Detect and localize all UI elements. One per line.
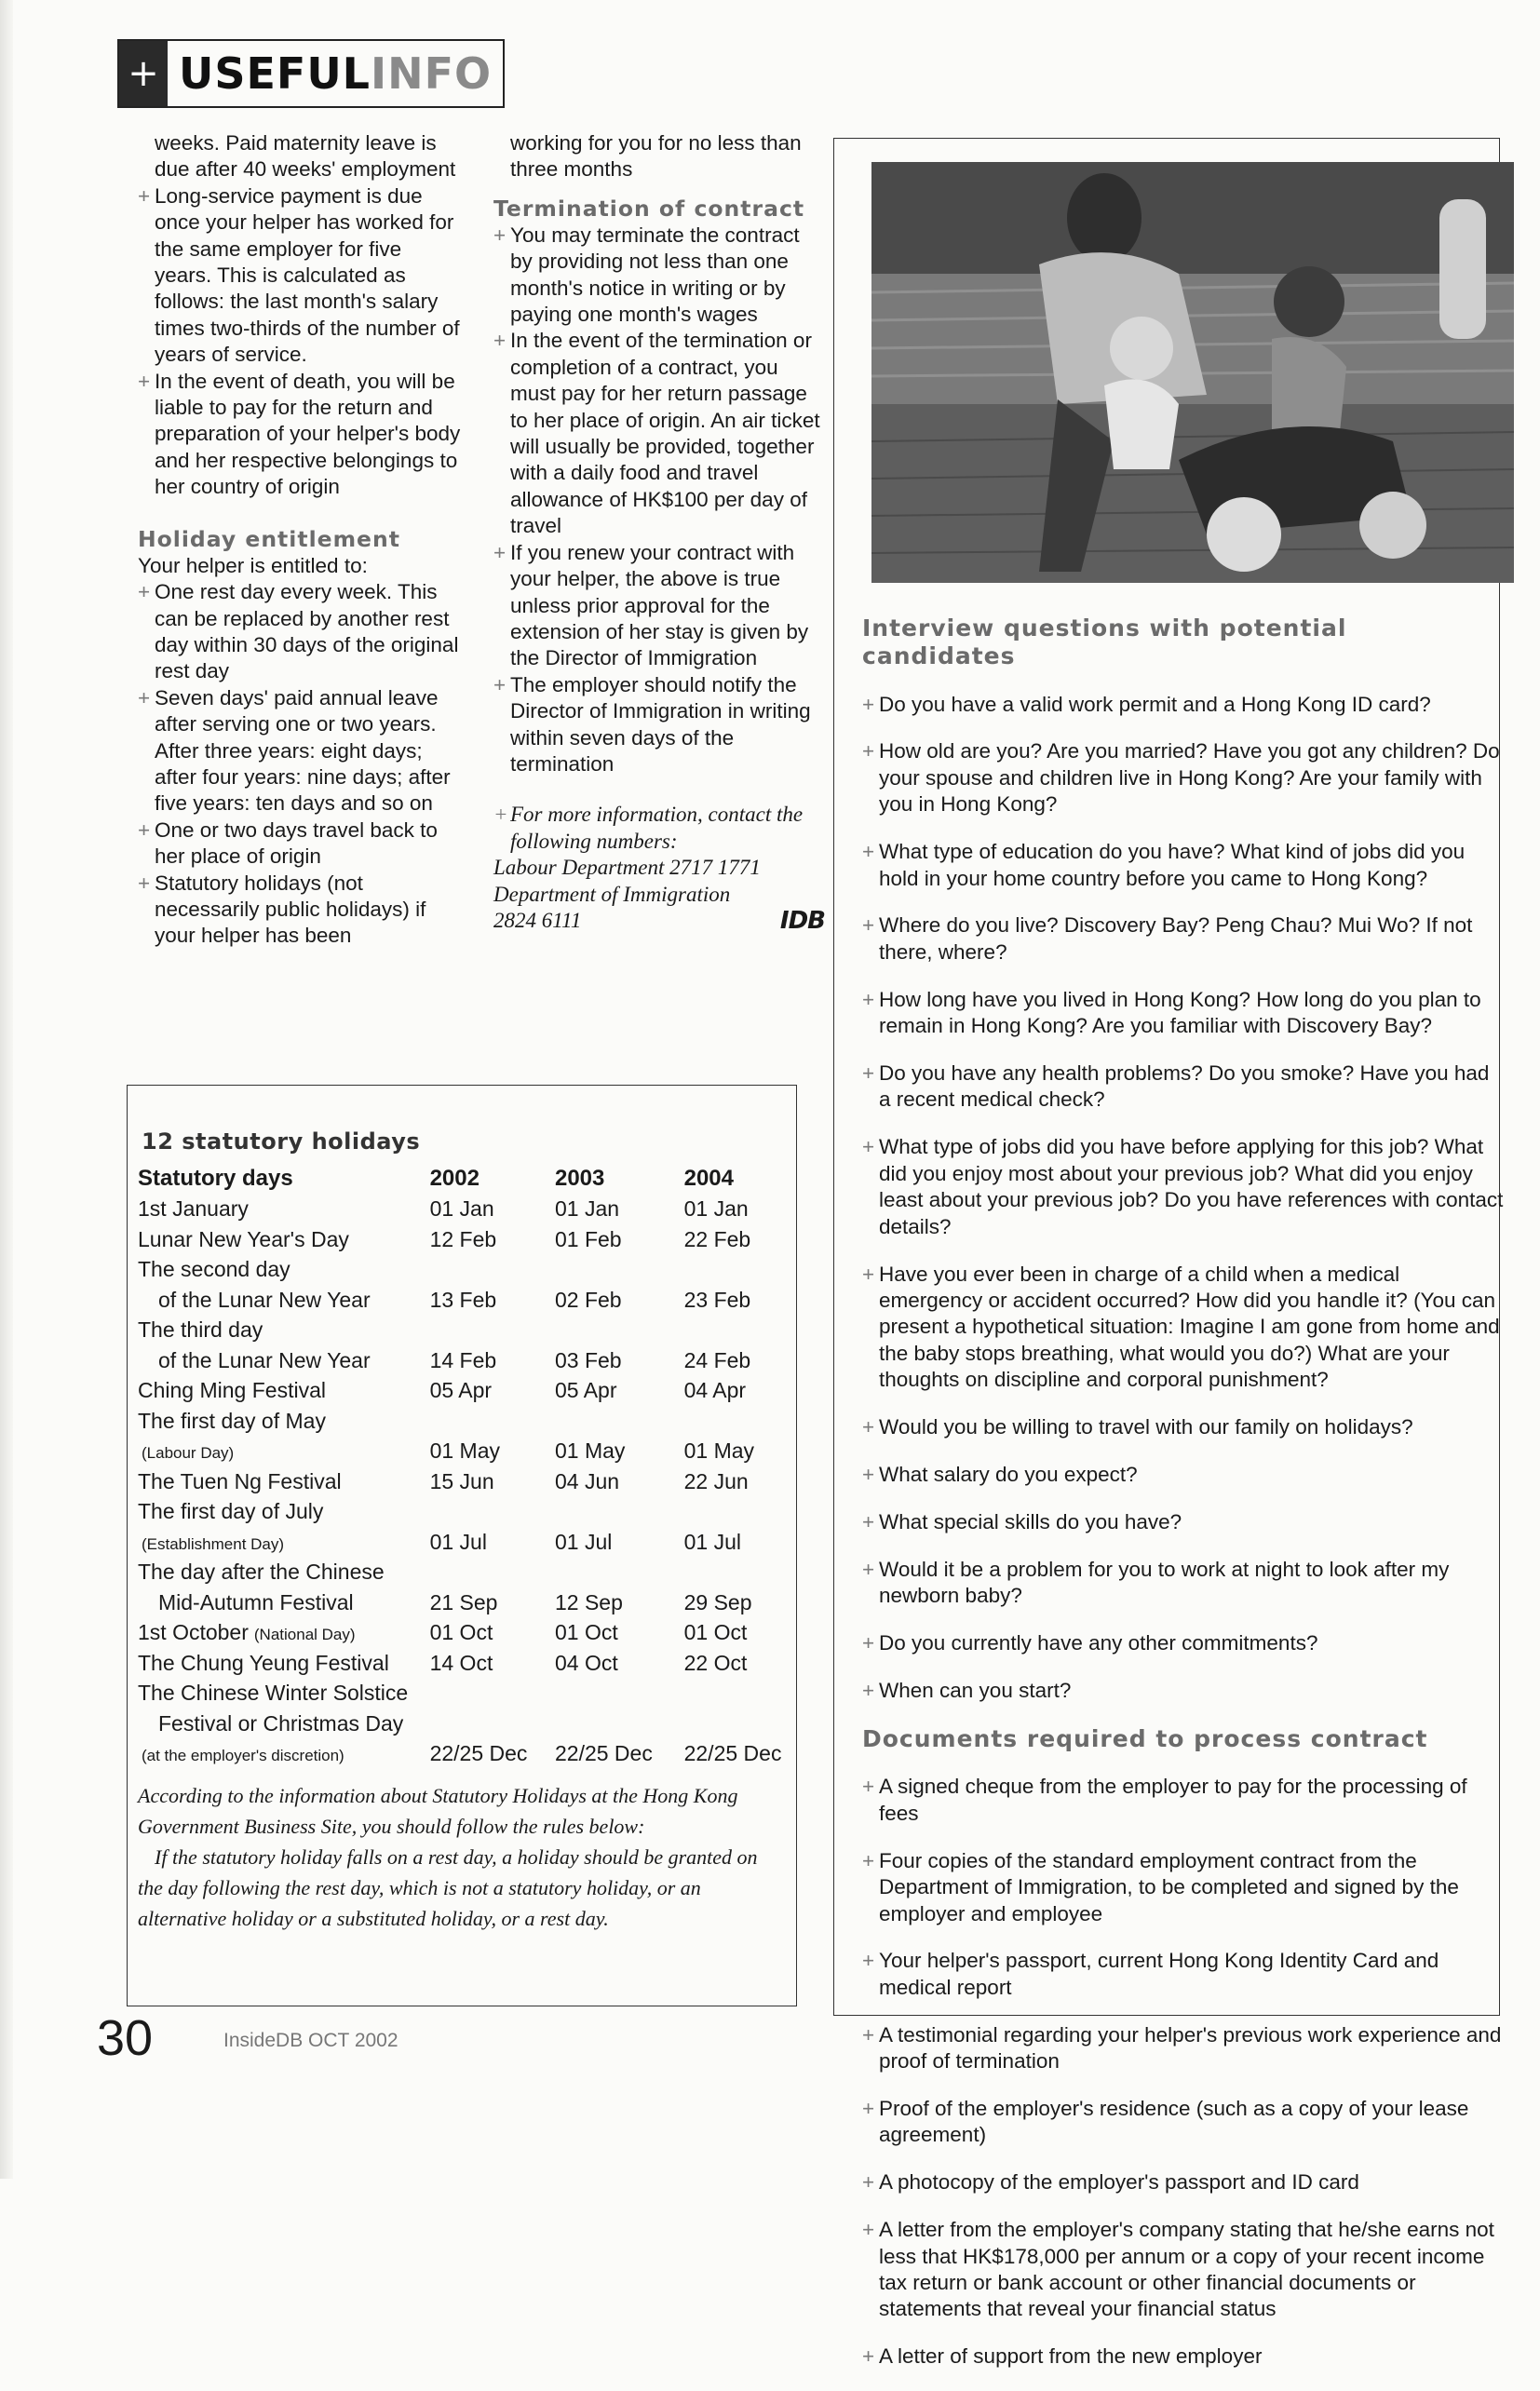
holiday-bullet: + One rest day every week. This can be replaced by another rest day within 30 days of the original rest day xyxy=(138,579,462,685)
table-row xyxy=(138,1285,790,1316)
table-row xyxy=(138,1255,790,1286)
holiday-date-cell: 01 Oct xyxy=(429,1620,493,1645)
termination-bullet: + The employer should notify the Director of Immigration in writing within seven days of the termination xyxy=(493,672,825,778)
table-row xyxy=(138,1437,790,1467)
holiday-name: The first day of July xyxy=(138,1499,324,1524)
holiday-date-cell xyxy=(555,1709,684,1739)
holiday-date-cell: 04 Jun xyxy=(554,1468,620,1493)
interview-question: + What type of education do you have? What kind of jobs did you hold in your home country before you came to Hong Kong? xyxy=(862,839,1505,892)
holiday-date-cell: 14 Oct xyxy=(429,1650,493,1675)
interview-question: + When can you start? xyxy=(862,1678,1505,1704)
holiday-name: Festival or Christmas Day xyxy=(158,1710,404,1736)
document-item: + A letter from the employer's company stating that he/she earns not less that HK$178,000 per annum or a copy of your recent income tax return or bank account or other financial documents or statements that reveal your financial status xyxy=(862,2217,1505,2323)
header-cell: 2002 xyxy=(429,1166,480,1192)
table-row xyxy=(138,1679,790,1709)
header-cell: Statutory days xyxy=(138,1166,293,1192)
holiday-date-cell: 14 Feb xyxy=(429,1347,497,1372)
holiday-date-cell: 12 Sep xyxy=(554,1589,623,1614)
holiday-name: The Chinese Winter Solstice xyxy=(138,1681,409,1706)
holiday-date-cell xyxy=(684,1316,790,1346)
holiday-name: Ching Ming Festival xyxy=(138,1378,326,1403)
holiday-name: The first day of May xyxy=(138,1408,326,1433)
holiday-date-cell: 01 Oct xyxy=(554,1620,618,1645)
holiday-name-cell xyxy=(138,1558,430,1588)
holiday-date-cell: 22/25 Dec xyxy=(554,1741,653,1766)
table-row xyxy=(138,1466,790,1497)
holiday-name-cell xyxy=(138,1437,430,1467)
document-item: + A letter of support from the new employer xyxy=(862,2344,1505,2370)
holiday-name-cell xyxy=(138,1345,430,1376)
holiday-name: of the Lunar New Year xyxy=(158,1287,371,1312)
holiday-date-cell: 22 Jun xyxy=(683,1468,749,1493)
holiday-date-cell: 21 Sep xyxy=(429,1589,498,1614)
holidays-note: According to the information about Statutory Holidays at the Hong Kong Government Business Site, you should follow the rules below: xyxy=(138,1784,738,1838)
contact-line xyxy=(493,908,825,934)
contact-line: + For more information, contact the following numbers: xyxy=(493,802,825,855)
holidays-table xyxy=(138,1164,790,1769)
table-row xyxy=(138,1195,790,1225)
holiday-bullet: + Seven days' paid annual leave after serving one or two years. After three years: eight days; after four years: nine days; after five years: ten days and so on xyxy=(138,685,462,817)
termination-bullet: + In the event of the termination or completion of a contract, you must pay for her return passage to her place of origin. An air ticket will usually be provided, together with a daily food and travel allowance of HK$100 per day of travel xyxy=(493,328,825,539)
holiday-bullet: + Statutory holidays (not necessarily public holidays) if your helper has been xyxy=(138,871,462,950)
interview-question: + What salary do you expect? xyxy=(862,1462,1505,1488)
interview-question: + Would you be willing to travel with our family on holidays? xyxy=(862,1414,1505,1440)
holiday-name: Lunar New Year's Day xyxy=(138,1226,349,1251)
table-row xyxy=(138,1558,790,1588)
holiday-name-cell xyxy=(138,1195,430,1225)
holiday-date-cell xyxy=(684,1255,790,1286)
holiday-name-cell xyxy=(138,1497,430,1528)
column-2 xyxy=(493,130,825,934)
holiday-date-cell xyxy=(555,1497,684,1528)
holiday-date-cell: 01 Jan xyxy=(554,1196,620,1222)
holiday-date-cell xyxy=(555,1558,684,1588)
holiday-date-cell: 01 Oct xyxy=(683,1620,748,1645)
column-1 xyxy=(138,130,462,950)
holiday-name: Mid-Autumn Festival xyxy=(158,1589,354,1614)
col1-bullet: + In the event of death, you will be liable to pay for the return and preparation of your helper's body and her respective belongings to her country of origin xyxy=(138,369,462,501)
table-row xyxy=(138,1345,790,1376)
document-item: + Your helper's passport, current Hong Kong Identity Card and medical report xyxy=(862,1948,1505,2001)
holiday-name-cell xyxy=(138,1406,430,1437)
holiday-date-cell: 24 Feb xyxy=(683,1347,751,1372)
holiday-name-cell xyxy=(138,1316,430,1346)
holiday-date-cell: 22/25 Dec xyxy=(429,1741,528,1766)
holiday-date-cell: 01 Jan xyxy=(683,1196,749,1222)
holiday-date-cell: 23 Feb xyxy=(683,1287,751,1312)
col1-intro: weeks. Paid maternity leave is due after 40 weeks' employment xyxy=(155,131,456,182)
header-cell: 2003 xyxy=(554,1166,605,1192)
contact-info xyxy=(493,802,825,934)
document-item: + A photocopy of the employer's passport and ID card xyxy=(862,2169,1505,2195)
section-header xyxy=(117,39,505,108)
holiday-date-cell xyxy=(430,1406,555,1437)
photo-helper-with-children xyxy=(871,162,1514,583)
holiday-date-cell: 29 Sep xyxy=(683,1589,752,1614)
holiday-date-cell: 22/25 Dec xyxy=(683,1741,782,1766)
col2-intro: working for you for no less than three months xyxy=(510,131,802,182)
header-word-info: INFO xyxy=(371,48,493,99)
holiday-date-cell: 01 May xyxy=(429,1439,501,1464)
interview-question: + Where do you live? Discovery Bay? Peng Chau? Mui Wo? If not there, where? xyxy=(862,912,1505,966)
document-item: + A testimonial regarding your helper's previous work experience and proof of termination xyxy=(862,2022,1505,2075)
holiday-sub: (Establishment Day) xyxy=(142,1534,285,1553)
holiday-date-cell: 01 Feb xyxy=(554,1226,622,1251)
col1-bullet: + Long-service payment is due once your helper has worked for the same employer for five years. This is calculated as follows: the last month's salary times two-thirds of the number of years of service. xyxy=(138,183,462,369)
holiday-date-cell xyxy=(430,1255,555,1286)
document-item: + Proof of the employer's residence (such as a copy of your lease agreement) xyxy=(862,2096,1505,2149)
header-word-useful: USEFUL xyxy=(179,48,371,99)
holiday-lead: Your helper is entitled to: xyxy=(138,553,368,577)
holiday-date-cell xyxy=(430,1679,555,1709)
interview-column xyxy=(862,615,1505,2391)
holiday-date-cell: 01 Jan xyxy=(429,1196,494,1222)
holiday-date-cell xyxy=(684,1497,790,1528)
holiday-date-cell: 01 Jul xyxy=(429,1529,487,1554)
holiday-date-cell: 15 Jun xyxy=(429,1468,494,1493)
contact-line: Labour Department 2717 1771 xyxy=(493,856,761,880)
holiday-date-cell xyxy=(430,1497,555,1528)
interview-question: + How long have you lived in Hong Kong? How long do you plan to remain in Hong Kong? Are you familiar with Discovery Bay? xyxy=(862,987,1505,1040)
holiday-name: of the Lunar New Year xyxy=(158,1347,371,1372)
holiday-name-cell xyxy=(138,1285,430,1316)
contact-line: Department of Immigration xyxy=(493,882,731,906)
photo-illustration xyxy=(871,162,1514,583)
documents-heading: Documents required to process contract xyxy=(862,1724,1428,1752)
plus-icon: + xyxy=(119,41,168,106)
holiday-date-cell xyxy=(555,1679,684,1709)
holiday-name-cell xyxy=(138,1376,430,1407)
holiday-name: The Chung Yeung Festival xyxy=(138,1650,389,1675)
interview-question: + Have you ever been in charge of a child when a medical emergency or accident occurred? How did you handle it? (You can present a hypothetical situation: Imagine I am gone from home and the baby stops breathing, what would you do?) What are your thoughts on discipline and corporal punishment? xyxy=(862,1262,1505,1394)
holiday-name-cell xyxy=(138,1648,430,1679)
holiday-name: The second day xyxy=(138,1257,290,1282)
table-row xyxy=(138,1527,790,1558)
table-row xyxy=(138,1739,790,1770)
holiday-date-cell: 01 Jul xyxy=(683,1529,741,1554)
holiday-date-cell xyxy=(684,1709,790,1739)
holiday-name: 1st January xyxy=(138,1196,249,1222)
holiday-date-cell xyxy=(430,1558,555,1588)
table-row xyxy=(138,1376,790,1407)
holiday-name-cell xyxy=(138,1527,430,1558)
table-row xyxy=(138,1406,790,1437)
document-item: + Four copies of the standard employment contract from the Department of Immigration, to be completed and signed by the employer and employee xyxy=(862,1848,1505,1927)
holidays-rule: If the statutory holiday falls on a rest day, a holiday should be granted on the day following the rest day, which is not a statutory holiday, or an alternative holiday or a substituted holiday, or a rest day. xyxy=(138,1845,758,1930)
interview-question: + What special skills do you have? xyxy=(862,1509,1505,1535)
interview-question: + Do you currently have any other commitments? xyxy=(862,1630,1505,1656)
termination-heading: Termination of contract xyxy=(493,195,805,222)
holiday-name-cell xyxy=(138,1709,430,1739)
holiday-name-cell xyxy=(138,1466,430,1497)
holiday-name-cell xyxy=(138,1224,430,1255)
header-title xyxy=(168,41,503,106)
table-row xyxy=(138,1648,790,1679)
holiday-name: The third day xyxy=(138,1317,263,1343)
holiday-date-cell: 03 Feb xyxy=(554,1347,622,1372)
holiday-date-cell: 12 Feb xyxy=(429,1226,497,1251)
holiday-date-cell: 01 May xyxy=(683,1439,755,1464)
termination-bullet: + If you renew your contract with your helper, the above is true unless prior approval for the extension of her stay is given by the Director of Immigration xyxy=(493,540,825,672)
table-row xyxy=(138,1618,790,1649)
interview-question: + How old are you? Are you married? Have you got any children? Do your spouse and children live in Hong Kong? Are your family with you in Hong Kong? xyxy=(862,738,1505,817)
holiday-name-cell xyxy=(138,1679,430,1709)
termination-bullet: + You may terminate the contract by providing not less than one month's notice in writing or by paying one month's wages xyxy=(493,223,825,329)
holiday-date-cell: 04 Apr xyxy=(683,1378,747,1403)
holiday-bullet: + One or two days travel back to her place of origin xyxy=(138,817,462,871)
holiday-date-cell: 13 Feb xyxy=(429,1287,497,1312)
scan-edge xyxy=(0,0,13,2179)
holiday-date-cell: 22 Oct xyxy=(683,1650,748,1675)
table-row xyxy=(138,1224,790,1255)
holiday-date-cell: 01 Jul xyxy=(554,1529,613,1554)
holiday-name-cell xyxy=(138,1739,430,1770)
contact-number: 2824 6111 xyxy=(493,908,582,932)
holiday-name: The day after the Chinese xyxy=(138,1560,385,1585)
header-cell: 2004 xyxy=(683,1166,734,1192)
table-row xyxy=(138,1709,790,1739)
interview-question: + What type of jobs did you have before applying for this job? What did you enjoy most about your previous job? What did you enjoy least about your previous job? Do you have references with contact details? xyxy=(862,1134,1505,1240)
holidays-content xyxy=(138,1128,790,1934)
table-row xyxy=(138,1497,790,1528)
holiday-date-cell: 05 Apr xyxy=(429,1378,493,1403)
holiday-sub: (Labour Day) xyxy=(142,1444,235,1463)
holiday-name-cell xyxy=(138,1255,430,1286)
idb-logo: IDB xyxy=(779,906,825,935)
table-header-row xyxy=(138,1164,790,1195)
holiday-date-cell xyxy=(555,1316,684,1346)
interview-question: + Do you have a valid work permit and a Hong Kong ID card? xyxy=(862,692,1505,718)
holiday-sub: (at the employer's discretion) xyxy=(142,1747,344,1765)
holiday-date-cell: 05 Apr xyxy=(554,1378,617,1403)
holiday-date-cell xyxy=(430,1316,555,1346)
footer-issue: InsideDB OCT 2002 xyxy=(223,2030,399,2051)
holidays-title: 12 statutory holidays xyxy=(142,1128,421,1155)
table-row xyxy=(138,1316,790,1346)
interview-question: + Do you have any health problems? Do you smoke? Have you had a recent medical check? xyxy=(862,1060,1505,1114)
holiday-date-cell xyxy=(684,1406,790,1437)
holidays-table-body xyxy=(138,1195,790,1770)
interview-question: + Would it be a problem for you to work at night to look after my newborn baby? xyxy=(862,1557,1505,1610)
holiday-date-cell xyxy=(555,1255,684,1286)
holiday-name-cell xyxy=(138,1618,430,1649)
holiday-date-cell: 04 Oct xyxy=(554,1650,618,1675)
holiday-heading: Holiday entitlement xyxy=(138,525,400,552)
table-row xyxy=(138,1587,790,1618)
holiday-name: 1st October xyxy=(138,1620,249,1645)
document-item: + A signed cheque from the employer to pay for the processing of fees xyxy=(862,1774,1505,1827)
holiday-sub: (National Day) xyxy=(253,1626,356,1644)
holiday-name: The Tuen Ng Festival xyxy=(138,1468,342,1493)
holiday-date-cell xyxy=(430,1709,555,1739)
holiday-date-cell: 01 May xyxy=(554,1439,626,1464)
holiday-name-cell xyxy=(138,1587,430,1618)
holiday-date-cell: 22 Feb xyxy=(683,1226,751,1251)
holiday-date-cell xyxy=(684,1679,790,1709)
page-number: 30 xyxy=(97,2010,154,2066)
interview-heading: Interview questions with potential candidates xyxy=(862,615,1347,669)
holiday-date-cell xyxy=(555,1406,684,1437)
holiday-date-cell xyxy=(684,1558,790,1588)
holiday-date-cell: 02 Feb xyxy=(554,1287,622,1312)
